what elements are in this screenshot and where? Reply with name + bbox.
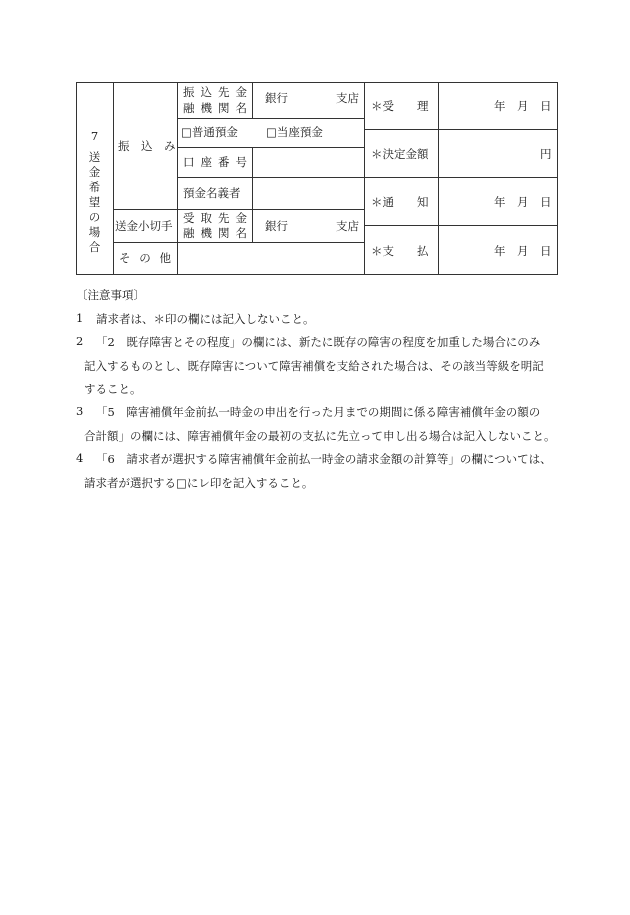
grid-line [364, 177, 558, 178]
current-deposit-checkbox[interactable]: □当座預金 [266, 125, 323, 139]
grid-line [438, 82, 439, 275]
section-title-vertical [76, 129, 113, 255]
grid-line [177, 118, 364, 119]
recv-institution-label-line2: 融 機 関 名 [183, 226, 247, 240]
other-field[interactable] [178, 243, 364, 274]
check-bank-label: 銀行 [265, 219, 288, 233]
note-number: 4 [76, 451, 84, 465]
grid-line [364, 129, 558, 130]
section-title-char: 送 [88, 150, 101, 164]
recv-bank-field[interactable] [253, 210, 364, 242]
yen-unit: 円 [540, 147, 552, 161]
remittance-check-label: 送金小切手 [115, 219, 173, 233]
grid-line [364, 225, 558, 226]
note-line: 「2 既存障害とその程度」の欄には、新たに既存の障害の程度を加重した場合にのみ [96, 335, 541, 349]
transfer-label: 振 込 み [118, 139, 176, 153]
dest-institution-label-line1: 振 込 先 金 [183, 85, 247, 99]
decided-amount-label: ＊決定金額 [371, 147, 429, 161]
section-title-char: 希 [88, 180, 101, 194]
grid-line [113, 82, 114, 275]
remittance-form-table [76, 82, 558, 275]
note-line: 「5 障害補償年金前払一時金の申出を行った月までの期間に係る障害補償年金の額の [96, 405, 541, 419]
dest-bank-field[interactable] [253, 83, 364, 118]
section-title-char: 金 [88, 165, 101, 179]
receipt-date: 年 月 日 [494, 99, 552, 113]
check-branch-label: 支店 [336, 219, 359, 233]
note-line: 合計額」の欄には、障害補償年金の最初の支払に先立って申し出る場合は記入しないこと。 [84, 429, 556, 443]
section-number: 7 [90, 129, 99, 143]
notice-date: 年 月 日 [494, 195, 552, 209]
ordinary-deposit-checkbox[interactable]: □普通預金 [181, 125, 238, 139]
table-border-bottom [76, 274, 558, 275]
section-title-char: の [88, 210, 101, 224]
recv-institution-label-line1: 受 取 先 金 [183, 211, 247, 225]
account-holder-label: 預金名義者 [183, 186, 241, 200]
table-border-right [557, 82, 558, 275]
account-holder-field[interactable] [253, 178, 364, 209]
receipt-label: ＊受 理 [371, 99, 429, 113]
note-line: すること。 [84, 382, 142, 396]
section-title-char: 合 [88, 240, 101, 254]
payment-label: ＊支 払 [371, 244, 429, 258]
account-number-label: 口 座 番 号 [183, 155, 247, 169]
note-line: 請求者が選択する□にレ印を記入すること。 [84, 476, 314, 490]
section-title-char: 望 [88, 195, 101, 209]
note-number: 3 [76, 404, 84, 418]
note-line: 記入するものとし、既存障害について障害補償を支給された場合は、その該当等級を明記 [84, 359, 544, 373]
section-title-char: 場 [88, 225, 101, 239]
account-number-field[interactable] [253, 148, 364, 177]
notice-label: ＊通 知 [371, 195, 429, 209]
dest-institution-label-line2: 融 機 関 名 [183, 101, 247, 115]
note-number: 1 [76, 311, 84, 325]
note-number: 2 [76, 334, 84, 348]
note-line: 「6 請求者が選択する障害補償年金前払一時金の請求金額の計算等」の欄については、 [96, 452, 552, 466]
branch-label: 支店 [336, 91, 359, 105]
grid-line [364, 82, 365, 275]
other-label: そ の 他 [119, 251, 171, 265]
notes-title: 〔注意事項〕 [76, 288, 145, 302]
payment-date: 年 月 日 [494, 244, 552, 258]
bank-label: 銀行 [265, 91, 288, 105]
note-line: 請求者は、＊印の欄には記入しないこと。 [96, 312, 315, 326]
